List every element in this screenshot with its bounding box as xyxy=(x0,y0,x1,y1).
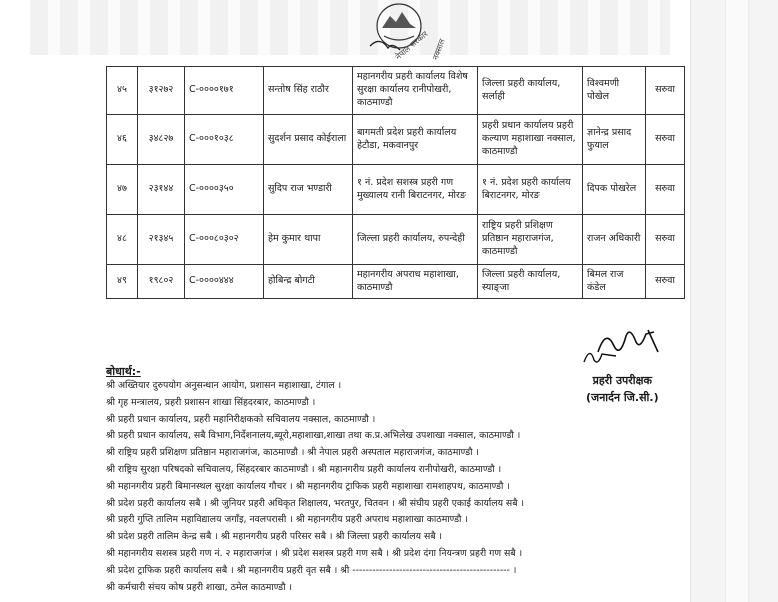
id-cell: २१३४५ xyxy=(138,215,185,265)
list-item: श्री प्रदेश प्रहरी कार्यालय सबै । श्री जुनियर प्रहरी अधिकृत शिक्षालय, भरतपुर, चितवन । श्री संघीय प्रहरी एकाई कार्यालय सबै । xyxy=(106,497,525,509)
initials-icon xyxy=(582,344,618,368)
code-cell: C-००००४४४ xyxy=(185,265,264,299)
code-cell: C-०००८०३०२ xyxy=(185,215,264,265)
list-item: श्री महानगरीय सशस्त्र प्रहरी गण नं. २ महाराजगंज । श्री प्रदेश सशस्त्र प्रहरी गण सबै । श्री प्रदेश दंगा नियन्त्रण प्रहरी गण सबै । xyxy=(106,547,523,559)
to-office-cell: जिल्ला प्रहरी कार्यालय, सर्लाही xyxy=(478,67,583,115)
code-cell: C-००००३५० xyxy=(185,165,264,215)
from-office-cell: जिल्ला प्रहरी कार्यालय, रुपन्देही xyxy=(353,215,478,265)
blurred-header-text xyxy=(30,0,670,55)
to-office-cell: १ नं. प्रदेश प्रहरी कार्यालय बिराटनगर, मोरङ xyxy=(478,165,583,215)
background-strip xyxy=(690,0,778,602)
id-cell: ३१२७२ xyxy=(138,67,185,115)
list-item: श्री प्रहरी प्रधान कार्यालय, प्रहरी महानिरीक्षकको सचिवालय नक्साल, काठमाण्डौ । xyxy=(106,413,376,425)
from-office-cell: १ नं. प्रदेश सशस्त्र प्रहरी गण मुख्यालय रानी बिराटनगर, मोरङ xyxy=(353,165,478,215)
from-office-cell: महानगरीय प्रहरी कार्यालय विशेष सुरक्षा कार्यालय रानीपोखरी, काठमाण्डौ xyxy=(353,67,478,115)
transfer-table xyxy=(106,66,685,299)
distribution-list xyxy=(106,378,524,596)
list-item: श्री प्रदेश प्रहरी तालिम केन्द्र सबै । श्री महानगरीय प्रहरी परिसर सबै । श्री जिल्ला प्रहरी कार्यालय सबै । xyxy=(106,531,443,543)
chief-cell: ज्ञानेन्द्र प्रसाद फुयाल xyxy=(583,115,646,165)
id-cell: ३४८२७ xyxy=(138,115,185,165)
serial-cell: ४५ xyxy=(107,67,138,115)
list-item: श्री प्रहरी प्रधान कार्यालय, सबै विभाग,निर्देशनालय,ब्यूरो,महाशाखा,शाखा तथा क.प्र.अभिलेख उपशाखा नक्साल, काठमाण्डौ । xyxy=(106,430,521,442)
officer-name: (जनार्दन जि.सी.) xyxy=(586,391,659,405)
list-item: श्री गृह मन्त्रालय, प्रहरी प्रशासन शाखा सिंहदरबार, काठमाण्डौ । xyxy=(106,396,316,408)
table-row xyxy=(107,115,685,165)
chief-cell: राजन अधिकारी xyxy=(583,215,646,265)
name-cell: होबिन्द्र बोगटी xyxy=(264,265,353,299)
id-cell: २३१४४ xyxy=(138,165,185,215)
table-row xyxy=(107,265,685,299)
status-cell: सरुवा xyxy=(646,165,685,215)
code-cell: C-००००१७१ xyxy=(185,67,264,115)
to-office-cell: जिल्ला प्रहरी कार्यालय, स्याङ्जा xyxy=(478,265,583,299)
code-cell: C-०००१०३८ xyxy=(185,115,264,165)
status-cell: सरुवा xyxy=(646,115,685,165)
to-office-cell: राष्ट्रिय प्रहरी प्रशिक्षण प्रतिष्ठान महाराजगंज, काठमाण्डौ xyxy=(478,215,583,265)
chief-cell: विश्वमणी पोखेल xyxy=(583,67,646,115)
name-cell: सन्तोष सिंह राठौर xyxy=(264,67,353,115)
status-cell: सरुवा xyxy=(646,67,685,115)
id-cell: १९८०२ xyxy=(138,265,185,299)
background-mark xyxy=(725,0,749,602)
list-item: श्री महानगरीय प्रहरी बिमानस्थल सुरक्षा कार्यालय गौचर । श्री महानगरीय ट्राफिक प्रहरी महाशाखा रामशाहपथ, काठमाण्डौ । xyxy=(106,480,510,492)
from-office-cell: बागमती प्रदेश प्रहरी कार्यालय हेटौडा, मकवानपुर xyxy=(353,115,478,165)
serial-cell: ४६ xyxy=(107,115,138,165)
list-item: श्री राष्ट्रिय प्रहरी प्रशिक्षण प्रतिष्ठान महाराजगंज, काठमाण्डौ । श्री नेपाल प्रहरी अस्पताल महाराजगंज, काठमाण्डौ । xyxy=(106,447,479,459)
officer-title: प्रहरी उपरीक्षक xyxy=(592,374,652,387)
officer-block xyxy=(586,372,659,406)
distribution-heading: बोधार्थ:- xyxy=(106,365,141,378)
serial-cell: ४९ xyxy=(107,265,138,299)
name-cell: सुदिप राज भण्डारी xyxy=(264,165,353,215)
name-cell: हेम कुमार थापा xyxy=(264,215,353,265)
serial-cell: ४७ xyxy=(107,165,138,215)
list-item: श्री प्रदेश ट्राफिक प्रहरी कार्यालय सबै । श्री महानगरीय प्रहरी वृत सबै । श्री ----------------------------------------------- । xyxy=(106,564,517,576)
table-row xyxy=(107,215,685,265)
stamp-text-1: नेपाल सरकार xyxy=(393,29,430,62)
list-item: श्री अख्तियार दुरुपयोग अनुसन्धान आयोग, प्रशासन महाशाखा, टंगाल । xyxy=(106,380,342,391)
chief-cell: बिमल राज कंडेल xyxy=(583,265,646,299)
status-cell: सरुवा xyxy=(646,265,685,299)
list-item: श्री कर्मचारी संचय कोष प्रहरी शाखा, ठमेल काठमाण्डौ । xyxy=(106,581,292,593)
list-item: श्री प्रहरी गुप्ति तालिम महाविद्यालय जगाँइ, नवलपरासी । श्री महानगरीय प्रहरी अपराध महाशाखा काठमाण्डौ । xyxy=(106,514,468,526)
list-item: श्री राष्ट्रिय सुरक्षा परिषदको सचिवालय, सिंहदरबार काठमाण्डौ । श्री महानगरीय प्रहरी कार्यालय रानीपोखरी, काठमाण्डौ । xyxy=(106,463,502,475)
table-row xyxy=(107,67,685,115)
from-office-cell: महानगरीय अपराध महाशाखा, काठमाण्डौ xyxy=(353,265,478,299)
chief-cell: दिपक पोखरेल xyxy=(583,165,646,215)
table-row xyxy=(107,165,685,215)
name-cell: सुदर्शन प्रसाद कोईराला xyxy=(264,115,353,165)
status-cell: सरुवा xyxy=(646,215,685,265)
to-office-cell: प्रहरी प्रधान कार्यालय प्रहरी कल्याण महाशाखा नक्साल, काठमाण्डौ xyxy=(478,115,583,165)
serial-cell: ४८ xyxy=(107,215,138,265)
stamp-text-2: नक्साल xyxy=(430,37,447,62)
